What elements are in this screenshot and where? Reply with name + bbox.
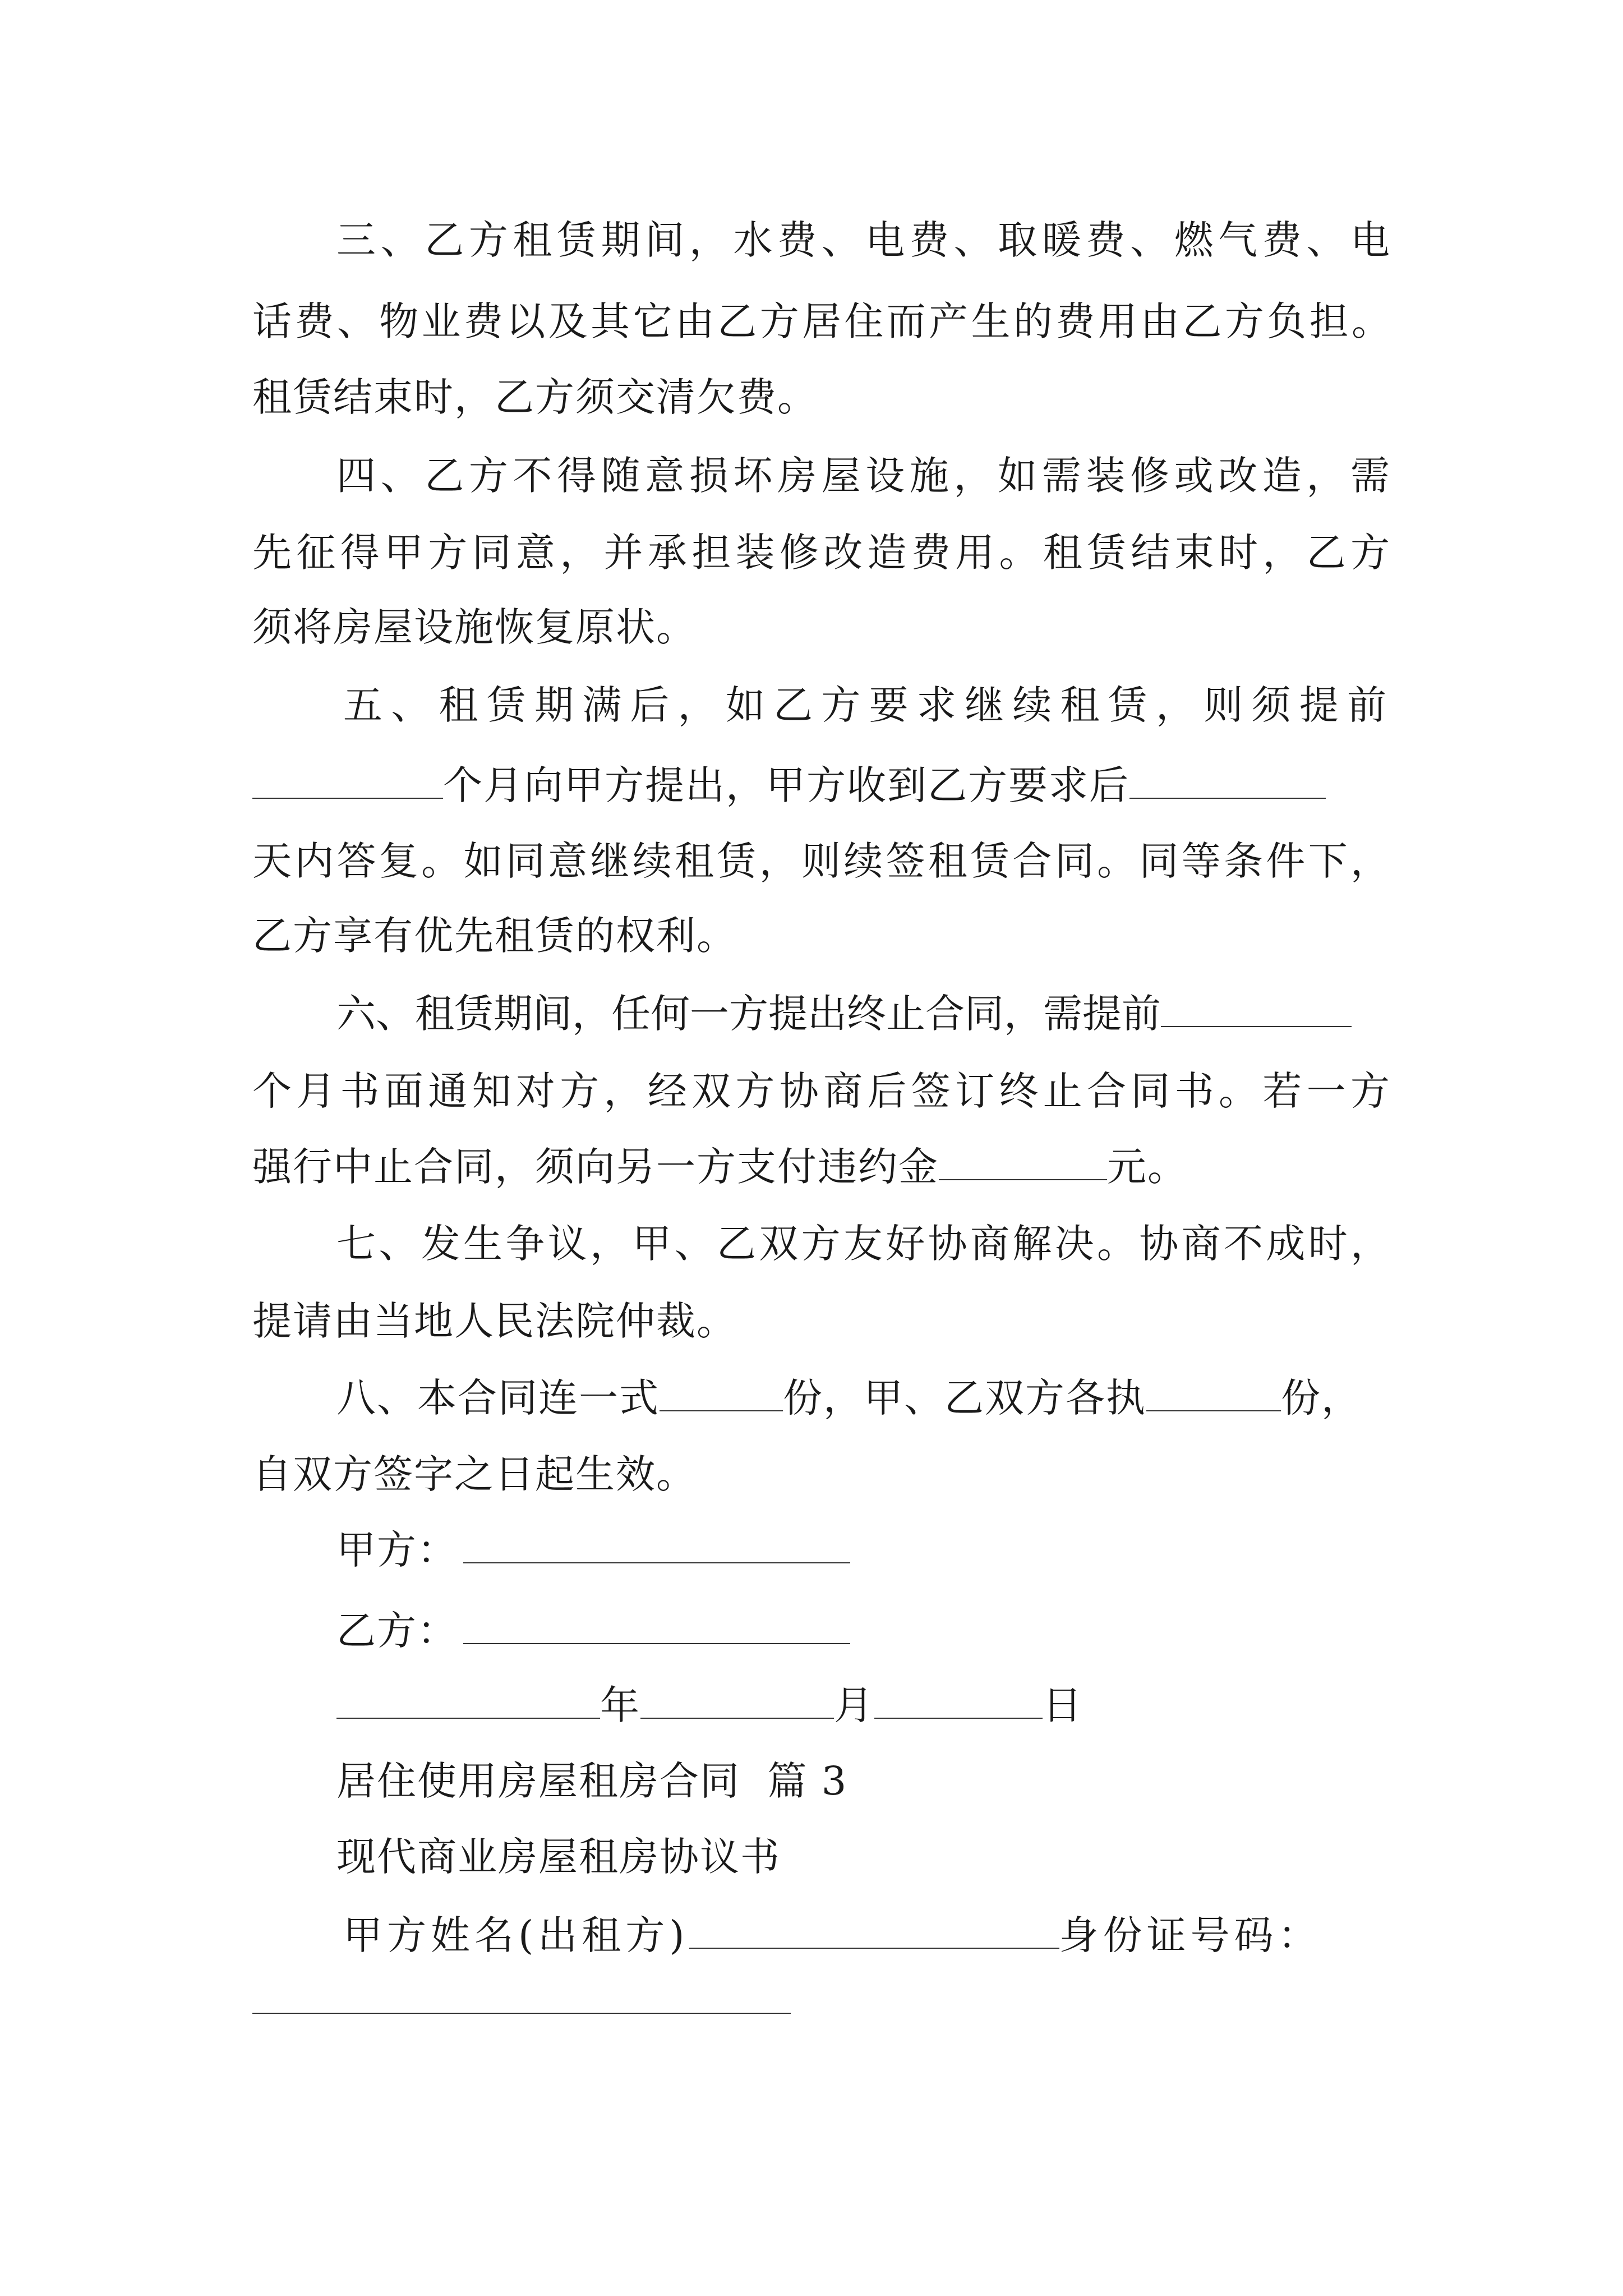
para-8-line-2: 自双方签字之日起生效。 <box>252 1451 697 1497</box>
party-b-label: 乙方： <box>336 1608 458 1654</box>
lessor-id-field[interactable] <box>252 2012 791 2014</box>
date-line <box>336 1680 1391 1731</box>
lessor-line <box>343 1910 1391 1961</box>
party-a-signature-field[interactable] <box>463 1527 850 1563</box>
para-5-line-2 <box>252 760 1391 811</box>
blank-month[interactable] <box>640 1683 834 1719</box>
para-6-line-3 <box>252 1142 1391 1192</box>
party-b-signature-field[interactable] <box>463 1608 850 1644</box>
para-6-line-3-unit: 元。 <box>1107 1144 1188 1190</box>
para-3-line-2: 话费、物业费以及其它由乙方居住而产生的费用由乙方负担。 <box>252 298 1391 344</box>
lessor-name-field[interactable] <box>689 1913 1059 1949</box>
blank-total-copies[interactable] <box>660 1375 783 1411</box>
blank-penalty-amount[interactable] <box>939 1144 1107 1180</box>
para-8-text-a: 八、本合同连一式 <box>336 1375 660 1421</box>
party-a-label: 甲方： <box>336 1527 458 1573</box>
para-5-line-3: 天内答复。如同意继续租赁，则续签租赁合同。同等条件下， <box>252 838 1391 884</box>
blank-year[interactable] <box>336 1683 600 1719</box>
para-6-line-1 <box>336 988 1391 1039</box>
para-3-line-3: 租赁结束时，乙方须交清欠费。 <box>252 374 818 420</box>
para-8-line-1 <box>336 1373 1391 1423</box>
year-label: 年 <box>600 1682 640 1728</box>
para-4-line-1: 四、乙方不得随意损坏房屋设施，如需装修或改造，需 <box>336 453 1391 499</box>
para-8-text-c: 份， <box>1281 1375 1362 1421</box>
para-5-line-1: 五、租赁期满后，如乙方要求继续租赁，则须提前 <box>343 682 1391 728</box>
para-6-line-1-text: 六、租赁期间，任何一方提出终止合同，需提前 <box>336 991 1161 1037</box>
para-7-line-1: 七、发生争议，甲、乙双方友好协商解决。协商不成时， <box>336 1221 1391 1267</box>
month-label: 月 <box>834 1682 874 1728</box>
section-heading: 居住使用房屋租房合同 篇 3 <box>336 1758 848 1804</box>
para-7-line-2: 提请由当地人民法院仲裁。 <box>252 1298 737 1344</box>
agreement-subtitle: 现代商业房屋租房协议书 <box>336 1834 781 1880</box>
para-4-line-3: 须将房屋设施恢复原状。 <box>252 604 697 650</box>
blank-reply-days[interactable] <box>1129 763 1326 799</box>
blank-each-copies[interactable] <box>1146 1375 1281 1411</box>
sign-party-a <box>336 1525 1391 1575</box>
para-6-line-2: 个月书面通知对方，经双方协商后签订终止合同书。若一方 <box>252 1068 1391 1114</box>
lessor-name-label: 甲方姓名(出租方) <box>343 1912 689 1958</box>
para-8-text-b: 份，甲、乙双方各执 <box>783 1375 1146 1421</box>
para-5-line-4: 乙方享有优先租赁的权利。 <box>252 913 737 959</box>
day-label: 日 <box>1043 1682 1083 1728</box>
blank-advance-months[interactable] <box>252 763 443 799</box>
para-3-line-1: 三、乙方租赁期间，水费、电费、取暖费、燃气费、电 <box>336 217 1391 263</box>
blank-day[interactable] <box>874 1683 1043 1719</box>
lessor-id-label: 身份证号码： <box>1059 1912 1322 1958</box>
sign-party-b <box>336 1605 1391 1656</box>
blank-notice-months[interactable] <box>1161 991 1352 1027</box>
para-6-line-3-text: 强行中止合同，须向另一方支付违约金 <box>252 1144 939 1190</box>
para-4-line-2: 先征得甲方同意，并承担装修改造费用。租赁结束时，乙方 <box>252 530 1391 576</box>
para-5-line-2-text: 个月向甲方提出，甲方收到乙方要求后 <box>443 762 1129 808</box>
